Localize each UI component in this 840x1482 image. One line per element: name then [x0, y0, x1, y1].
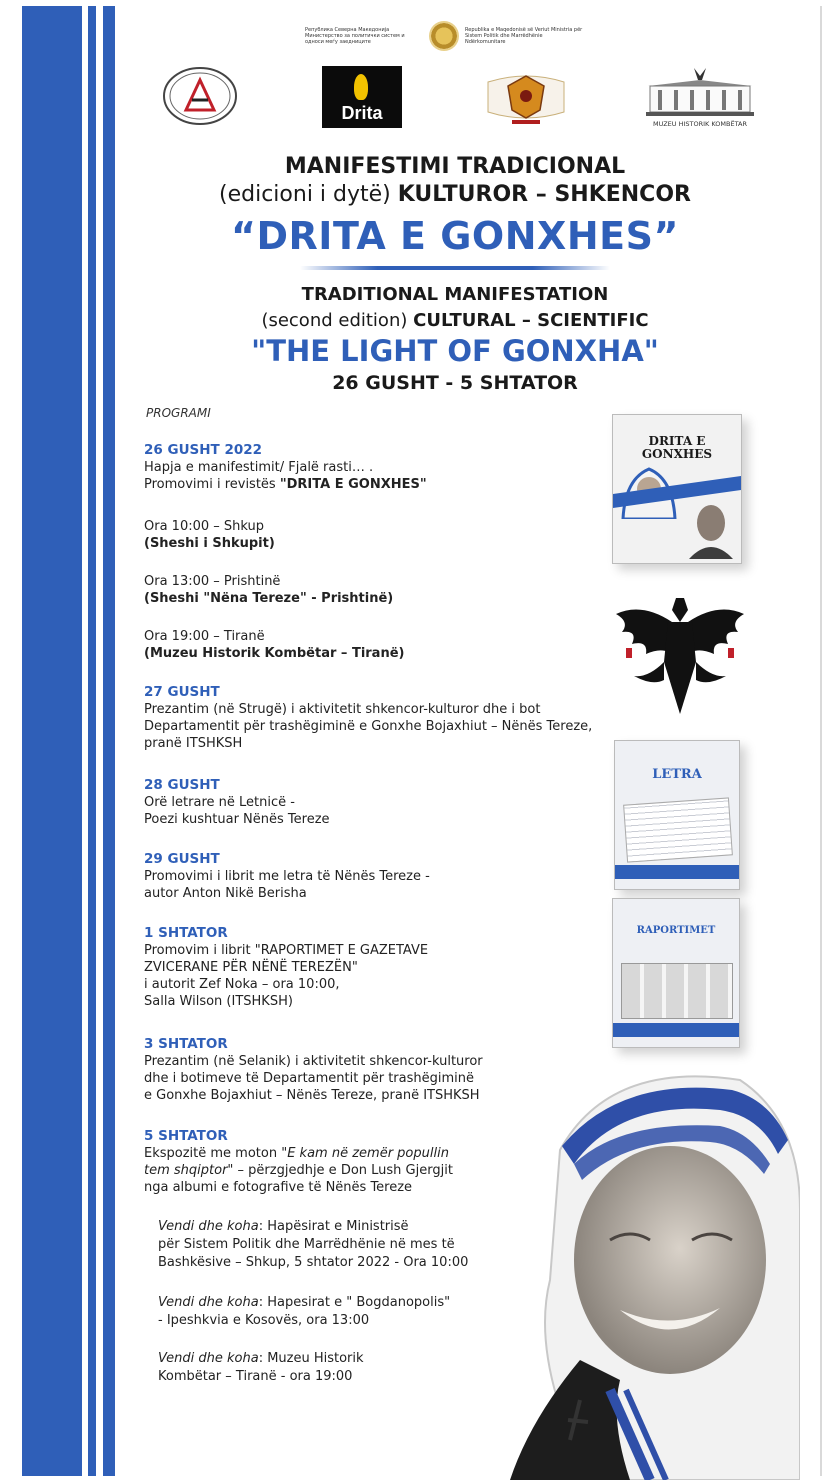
venue-label: Vendi dhe koha [158, 1351, 259, 1366]
program-line [144, 476, 427, 493]
venue-shkup [158, 1218, 468, 1272]
program-line: Hapja e manifestimit/ Fjalë rasti… . [144, 460, 374, 475]
mother-teresa-portrait-icon [470, 1060, 800, 1480]
venue-tirane [158, 1350, 364, 1386]
program-day-26-gusht [144, 442, 427, 493]
program-text: – përzgjedhje e Don Lush Gjergjit [233, 1163, 453, 1178]
venue-label: Vendi dhe koha [158, 1219, 259, 1234]
ministry-text-left: Република Северна Македонија Министерство за политички систем и односи меѓу заедниците [305, 27, 405, 45]
ministry-seal-icon [429, 21, 459, 51]
event-dates: 26 GUSHT - 5 SHTATOR [332, 372, 578, 394]
program-session-prishtine [144, 573, 393, 607]
program-line: autor Anton Nikë Berisha [144, 886, 307, 901]
venue-text: : Hapësirat e Ministrisë [258, 1219, 409, 1234]
venue-line [158, 1218, 468, 1236]
title-english-line2 [130, 310, 780, 331]
church-emblem-icon [478, 62, 574, 130]
venue-kosove [158, 1294, 450, 1330]
program-line: pranë ITSHKSH [144, 736, 243, 751]
program-day-5-shtator [144, 1128, 453, 1196]
program-session-shkup [144, 518, 275, 552]
program-date: 28 GUSHT [144, 777, 220, 793]
museum-logo-icon [640, 66, 760, 130]
program-date: 3 SHTATOR [144, 1036, 228, 1052]
flame-icon [354, 74, 368, 100]
program-line: Prezantim (në Strugë) i aktivitetit shkencor-kulturor dhe i bot [144, 702, 541, 717]
title-edition-al: (edicioni i dytë) [219, 182, 391, 207]
program-line: Ora 10:00 – Shkup [144, 519, 265, 534]
program-line: Ora 13:00 – Prishtinë [144, 574, 281, 589]
magazine-name: "DRITA E GONXHES" [279, 477, 427, 492]
program-day-27-gusht [144, 684, 592, 752]
venue-line [158, 1350, 364, 1368]
program-line [144, 1162, 453, 1179]
portrait-young-gonxha-icon [685, 499, 737, 559]
book-band [613, 1023, 739, 1037]
program-line: ZVICERANE PËR NËNË TEREZËN" [144, 960, 358, 975]
ministry-header [305, 18, 595, 54]
program-date: 1 SHTATOR [144, 925, 228, 941]
program-date: 29 GUSHT [144, 851, 220, 867]
program-date: 27 GUSHT [144, 684, 220, 700]
title-edition-en: (second edition) [261, 310, 408, 331]
program-line: i autorit Zef Noka – ora 10:00, [144, 977, 340, 992]
program-line: Orë letrare në Letnicë - [144, 795, 295, 810]
book-cover-drita-e-gonxhes [612, 414, 742, 564]
program-day-29-gusht [144, 851, 430, 902]
program-day-3-shtator [144, 1036, 483, 1104]
title-english-line1: TRADITIONAL MANIFESTATION [301, 284, 609, 305]
program-line: Promovim i librit "RAPORTIMET E GAZETAVE [144, 943, 429, 958]
program-date: 26 GUSHT 2022 [144, 442, 263, 458]
left-stripe-medium [103, 6, 115, 1476]
book-band [615, 865, 739, 879]
newspaper-collage [621, 963, 733, 1019]
venue-line: Kombëtar – Tiranë - ora 19:00 [158, 1369, 353, 1384]
exhibition-motto: "E kam në zemër popullin [281, 1146, 449, 1161]
program-venue: (Muzeu Historik Kombëtar – Tiranë) [144, 646, 405, 661]
venue-line: Bashkësive – Shkup, 5 shtator 2022 - Ora 10:00 [158, 1255, 469, 1270]
right-border [820, 6, 822, 1476]
drita-logo-text: Drita [341, 103, 383, 123]
program-text: Ekspozitë me moton [144, 1146, 282, 1161]
program-line: Departamentit për trashëgiminë e Gonxhe Bojaxhiut – Nënës Tereze, [144, 719, 593, 734]
left-stripe-thin [88, 6, 96, 1476]
program-venue: (Sheshi "Nëna Tereze" - Prishtinë) [144, 591, 394, 606]
venue-label: Vendi dhe koha [158, 1295, 259, 1310]
program-line [144, 1145, 453, 1162]
title-type-en: CULTURAL – SCIENTIFIC [413, 310, 649, 331]
letter-illustration [623, 797, 733, 862]
program-day-1-shtator [144, 925, 428, 1010]
program-session-tirane [144, 628, 404, 662]
book-title: LETRA [652, 767, 702, 782]
albanian-eagle-icon [612, 592, 748, 718]
venue-line: për Sistem Politik dhe Marrëdhënie në mes të [158, 1237, 455, 1252]
institute-logo-icon [160, 64, 240, 128]
ministry-text-right: Republika e Maqedonisë së Veriut Ministria për Sistem Politik dhe Marrëdhënie Ndërkomunitare [465, 27, 583, 45]
exhibition-motto: tem shqiptor" [144, 1163, 234, 1178]
title-light-of-gonxha: "THE LIGHT OF GONXHA" [251, 334, 659, 368]
program-label: PROGRAMI [146, 406, 211, 420]
program-date: 5 SHTATOR [144, 1128, 228, 1144]
book-cover-letra [614, 740, 740, 890]
program-line: Promovimi i librit me letra të Nënës Tereze - [144, 869, 430, 884]
program-line: Prezantim (në Selanik) i aktivitetit shkencor-kulturor [144, 1054, 483, 1069]
title-drita-e-gonxhes: “DRITA E GONXHES” [231, 214, 679, 258]
program-text: Promovimi i revistës [144, 477, 280, 492]
program-day-28-gusht [144, 777, 330, 828]
program-venue: (Sheshi i Shkupit) [144, 536, 275, 551]
left-stripe-wide [22, 6, 82, 1476]
program-line: Poezi kushtuar Nënës Tereze [144, 812, 330, 827]
book-cover-raportimet [612, 898, 740, 1048]
title-divider [300, 266, 610, 270]
venue-line [158, 1294, 450, 1312]
program-line: Salla Wilson (ITSHKSH) [144, 994, 293, 1009]
book-title: DRITA E GONXHES [641, 434, 713, 461]
venue-text: : Hapesirat e " Bogdanopolis" [258, 1295, 451, 1310]
book-title: RAPORTIMET [636, 925, 716, 936]
museum-caption: MUZEU HISTORIK KOMBËTAR [652, 120, 748, 128]
program-line: nga albumi e fotografive të Nënës Tereze [144, 1180, 413, 1195]
program-line: dhe i botimeve të Departamentit për trashëgiminë [144, 1071, 474, 1086]
title-albanian-line1: MANIFESTIMI TRADICIONAL [284, 154, 626, 179]
title-albanian-line2 [130, 182, 780, 207]
drita-logo [322, 66, 402, 128]
venue-text: : Muzeu Historik [258, 1351, 364, 1366]
venue-line: - Ipeshkvia e Kosovës, ora 13:00 [158, 1313, 370, 1328]
program-line: Ora 19:00 – Tiranë [144, 629, 265, 644]
program-line: e Gonxhe Bojaxhiut – Nënës Tereze, pranë ITSHKSH [144, 1088, 480, 1103]
title-type-al: KULTUROR – SHKENCOR [397, 182, 691, 207]
